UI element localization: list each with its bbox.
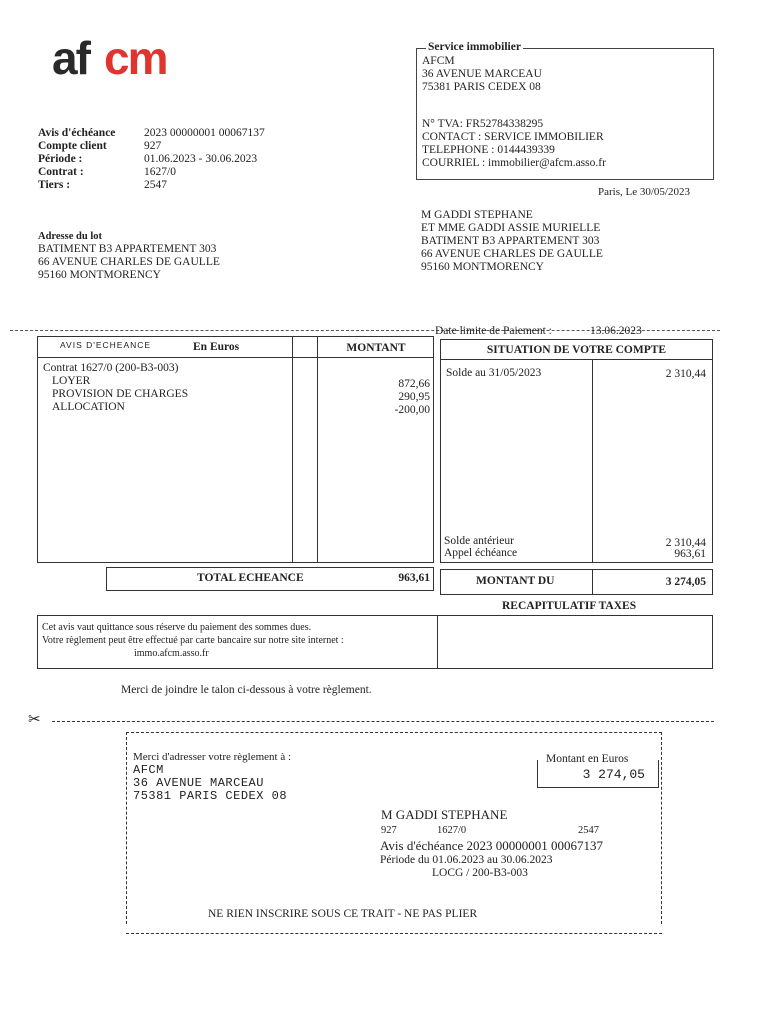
avis-currency: En Euros [193,341,240,353]
coupon-address-line: 75381 PARIS CEDEX 08 [133,789,288,803]
coupon-left-border [126,732,127,924]
notice-text [42,621,344,660]
cut-line [52,721,714,722]
coupon-avis: Avis d'échéance 2023 00000001 00067137 [380,838,604,853]
row-amount: 872,66 [398,378,430,390]
notice-url: immo.afcm.asso.fr [134,648,209,659]
coupon-bottom-border [126,933,662,934]
avis-col-line [317,336,318,563]
total-value: 963,61 [398,572,430,584]
coupon-client: 927 [381,825,397,836]
recipient-line: 66 AVENUE CHARLES DE GAULLE [421,248,603,260]
notice-line: Cet avis vaut quittance sous réserve du paiement des sommes dues. [42,622,312,633]
merci-line: Merci de joindre le talon ci-dessous à votre règlement. [121,684,372,696]
montant-header: MONTANT [346,342,406,354]
adresser-label: Merci d'adresser votre règlement à : [133,751,292,763]
row-label: LOYER [52,375,91,387]
situation-col-line [592,359,593,563]
coupon-montant-value: 3 274,05 [582,767,645,782]
service-contact [422,118,606,170]
info-value: 1627/0 [144,166,176,178]
montant-du-label: MONTANT DU [476,575,555,587]
notice-line: Votre règlement peut être effectué par carte bancaire sur notre site internet : [42,635,344,646]
lot-title: Adresse du lot [38,231,102,242]
coupon-address [133,764,287,803]
info-label: Avis d'échéance [38,127,116,139]
row-amount: -200,00 [394,404,430,416]
coupon-right-border [661,732,662,924]
service-address [422,55,542,94]
montant-du-value: 3 274,05 [665,576,706,588]
info-value: 927 [144,140,162,152]
tva-number: N° TVA: FR52784338295 [422,118,544,130]
solde-label: Solde au 31/05/2023 [446,367,542,379]
lot-line: BATIMENT B3 APPARTEMENT 303 [38,243,217,255]
service-box-title: Service immobilier [428,41,521,53]
coupon-address-line: 36 AVENUE MARCEAU [133,776,264,790]
lot-address [38,230,220,282]
row-label: PROVISION DE CHARGES [52,388,189,400]
info-value: 2023 00000001 00067137 [144,127,265,139]
afcm-logo [52,34,197,82]
info-block [38,127,265,192]
coupon-montant-label: Montant en Euros [546,753,629,765]
row-amount: 290,95 [398,391,430,403]
contact-line: CONTACT : SERVICE IMMOBILIER [422,131,604,143]
avis-title: AVIS D'ECHEANCE [60,340,152,350]
avis-rows [52,375,188,414]
service-line: 75381 PARIS CEDEX 08 [422,81,541,93]
lot-line: 66 AVENUE CHARLES DE GAULLE [38,256,220,268]
info-label: Période : [38,153,83,165]
recipient-line: M GADDI STEPHANE [421,209,533,221]
solde-value: 2 310,44 [665,368,706,380]
situation-header-line [440,359,713,360]
scissors-icon: ✂ [28,712,41,728]
appel-label: Appel échéance [444,547,518,559]
coupon-contrat: 1627/0 [437,825,467,836]
avis-amounts [330,378,430,417]
situation-header: SITUATION DE VOTRE COMPTE [486,344,667,356]
info-label: Contrat : [38,166,84,178]
recap-taxes-title: RECAPITULATIF TAXES [502,600,637,612]
service-line: 36 AVENUE MARCEAU [422,68,542,80]
courriel-line: COURRIEL : immobilier@afcm.asso.fr [422,157,606,169]
montant-du-divider [592,569,593,595]
date-limite-value: 13.06.2023 [590,325,642,337]
total-label: TOTAL ECHEANCE [197,572,304,584]
coupon-tiers: 2547 [578,825,599,836]
recipient-address [421,209,603,274]
info-label: Compte client [38,140,107,152]
coupon-top-border [126,732,662,733]
appel-value: 963,61 [674,548,706,560]
svg-text:cm: cm [104,34,167,82]
letter-date: Paris, Le 30/05/2023 [598,186,690,198]
service-line: AFCM [422,55,455,67]
info-value: 2547 [144,179,167,191]
contract-line: Contrat 1627/0 (200-B3-003) [43,362,179,374]
info-value: 01.06.2023 - 30.06.2023 [144,153,258,165]
recipient-line: ET MME GADDI ASSIE MURIELLE [421,222,601,234]
coupon-locg: LOCG / 200-B3-003 [432,867,528,879]
recipient-line: 95160 MONTMORENCY [421,261,544,273]
recipient-line: BATIMENT B3 APPARTEMENT 303 [421,235,600,247]
telephone-line: TELEPHONE : 0144439339 [422,144,555,156]
notice-divider [437,615,438,669]
date-limite-label: Date limite de Paiement : [435,325,552,337]
lot-line: 95160 MONTMORENCY [38,269,161,281]
svg-text:af: af [52,34,89,82]
anterieur-label: Solde antérieur [444,535,514,547]
row-label: ALLOCATION [52,401,125,413]
afcm-logo-graphic [52,34,197,82]
coupon-name: M GADDI STEPHANE [381,807,508,822]
coupon-address-line: AFCM [133,763,164,777]
info-label: Tiers : [38,179,71,191]
coupon-periode: Période du 01.06.2023 au 30.06.2023 [380,854,553,866]
avis-col-line [292,336,293,563]
anterieur-value: 2 310,44 [665,537,706,549]
coupon-footer: NE RIEN INSCRIRE SOUS CE TRAIT - NE PAS PLIER [208,908,478,920]
avis-header-line [37,357,434,358]
